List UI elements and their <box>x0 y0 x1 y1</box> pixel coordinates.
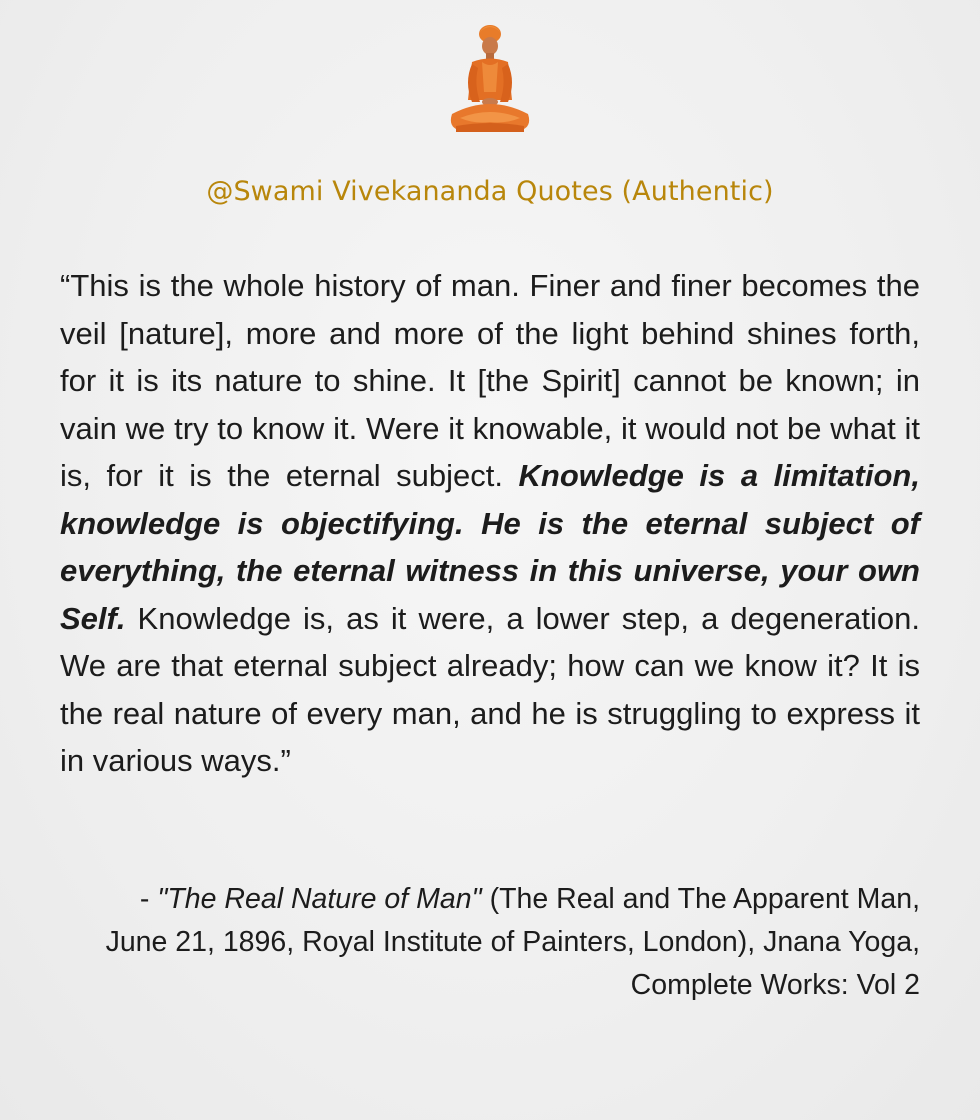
source-dash: - <box>139 883 158 915</box>
quote-source <box>100 878 920 1007</box>
quote-part-2: Knowledge is, as it were, a lower step, a degeneration. We are that eternal subject already; how can we know it? It is the real nature of every man, and he is struggling to express it in various ways.” <box>60 600 920 778</box>
source-title: "The Real Nature of Man" <box>157 883 482 915</box>
quote-text <box>60 262 920 785</box>
source-detail: (The Real and The Apparent Man, June 21, 1896, Royal Institute of Painters, London), Jnana Yoga, Complete Works: Vol 2 <box>105 883 920 1001</box>
quote-emphasis: Knowledge is a limitation, knowledge is objectifying. He is the eternal subject of everything, the eternal witness in this universe, your own Self. <box>60 458 920 636</box>
quote-part-1: “This is the whole history of man. Finer and finer becomes the veil [nature], more and more of the light behind shines forth, for it is its nature to shine. It [the Spirit] cannot be known; in vain we try to know it. Were it knowable, it would not be what it is, for it is the eternal subject. <box>60 268 920 493</box>
seated-monk-figure-icon <box>446 22 534 134</box>
page-handle: @Swami Vivekananda Quotes (Authentic) <box>206 176 774 207</box>
